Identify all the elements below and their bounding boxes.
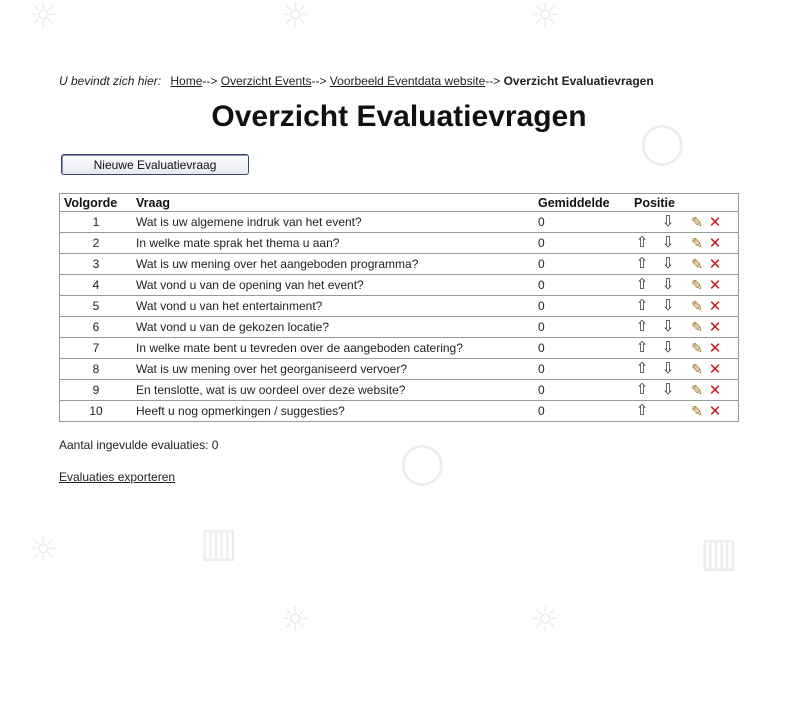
page-title: Overzicht Evaluatievragen (211, 100, 587, 133)
row-average: 0 (534, 401, 630, 422)
breadcrumb-intro: U bevindt zich hier: (59, 74, 162, 88)
row-position (630, 317, 684, 338)
table-row (60, 233, 739, 254)
arrow-up-icon[interactable]: ⇧ (635, 297, 649, 314)
arrow-down-icon[interactable]: ⇩ (661, 339, 675, 356)
row-actions (684, 401, 739, 422)
row-actions (684, 212, 739, 233)
arrow-up-icon[interactable]: ⇧ (635, 339, 649, 356)
table-row (60, 359, 739, 380)
sun-icon: ☼ (28, 530, 59, 570)
row-order: 3 (60, 254, 133, 275)
row-order: 1 (60, 212, 133, 233)
pencil-icon[interactable]: ✎ (691, 402, 703, 419)
pencil-icon[interactable]: ✎ (691, 234, 703, 251)
arrow-down-icon[interactable]: ⇩ (661, 213, 675, 230)
row-average: 0 (534, 380, 630, 401)
delete-x-icon[interactable]: ✕ (708, 234, 722, 252)
delete-x-icon[interactable]: ✕ (708, 360, 722, 378)
questions-table (59, 193, 739, 422)
arrow-down-icon[interactable]: ⇩ (661, 255, 675, 272)
row-average: 0 (534, 359, 630, 380)
row-average: 0 (534, 212, 630, 233)
row-actions (684, 233, 739, 254)
row-position (630, 380, 684, 401)
evaluation-count: Aantal ingevulde evaluaties: 0 (59, 438, 219, 452)
balloon-icon: ◯ (640, 120, 685, 166)
arrow-up-icon[interactable]: ⇧ (635, 276, 649, 293)
table-row (60, 212, 739, 233)
delete-x-icon[interactable]: ✕ (708, 276, 722, 294)
pencil-icon[interactable]: ✎ (691, 381, 703, 398)
table-row (60, 317, 739, 338)
row-order: 5 (60, 296, 133, 317)
pencil-icon[interactable]: ✎ (691, 276, 703, 293)
delete-x-icon[interactable]: ✕ (708, 339, 722, 357)
sun-icon: ☼ (280, 0, 311, 36)
header-positie: Positie (634, 195, 675, 210)
pencil-icon[interactable]: ✎ (691, 339, 703, 356)
breadcrumb (59, 74, 654, 88)
drum-icon: ▥ (700, 530, 738, 576)
arrow-down-icon[interactable]: ⇩ (661, 276, 675, 293)
row-average: 0 (534, 275, 630, 296)
pencil-icon[interactable]: ✎ (691, 213, 703, 230)
row-order: 9 (60, 380, 133, 401)
new-question-button[interactable]: Nieuwe Evaluatievraag (61, 154, 249, 175)
row-order: 2 (60, 233, 133, 254)
delete-x-icon[interactable]: ✕ (708, 402, 722, 420)
arrow-down-icon[interactable]: ⇩ (661, 318, 675, 335)
row-actions (684, 317, 739, 338)
header-gemiddelde: Gemiddelde (538, 195, 610, 210)
row-position (630, 401, 684, 422)
row-order: 6 (60, 317, 133, 338)
breadcrumb-link-event[interactable]: Voorbeeld Eventdata website (329, 74, 486, 88)
arrow-up-icon[interactable]: ⇧ (635, 255, 649, 272)
sun-icon: ☼ (530, 600, 561, 640)
breadcrumb-link-events[interactable]: Overzicht Events (220, 74, 312, 88)
row-average: 0 (534, 254, 630, 275)
delete-x-icon[interactable]: ✕ (708, 297, 722, 315)
row-actions (684, 359, 739, 380)
row-actions (684, 275, 739, 296)
table-row (60, 338, 739, 359)
arrow-up-icon[interactable]: ⇧ (635, 360, 649, 377)
arrow-down-icon[interactable]: ⇩ (661, 360, 675, 377)
row-actions (684, 296, 739, 317)
row-order: 8 (60, 359, 133, 380)
delete-x-icon[interactable]: ✕ (708, 381, 722, 399)
row-question: Wat is uw mening over het georganiseerd vervoer? (132, 359, 534, 380)
row-position (630, 254, 684, 275)
row-actions (684, 254, 739, 275)
header-volgorde: Volgorde (64, 195, 118, 210)
row-question: Heeft u nog opmerkingen / suggesties? (132, 401, 534, 422)
delete-x-icon[interactable]: ✕ (708, 213, 722, 231)
drum-icon: ▥ (200, 520, 238, 566)
row-question: In welke mate sprak het thema u aan? (132, 233, 534, 254)
row-average: 0 (534, 233, 630, 254)
export-evaluations-link[interactable]: Evaluaties exporteren (59, 470, 176, 484)
row-question: Wat vond u van de gekozen locatie? (132, 317, 534, 338)
table-row (60, 296, 739, 317)
table-header-row (60, 194, 739, 212)
row-position (630, 212, 684, 233)
row-question: En tenslotte, wat is uw oordeel over deze website? (132, 380, 534, 401)
header-vraag: Vraag (136, 195, 171, 210)
arrow-up-icon[interactable]: ⇧ (635, 402, 649, 419)
sun-icon: ☼ (530, 0, 561, 36)
row-order: 4 (60, 275, 133, 296)
pencil-icon[interactable]: ✎ (691, 297, 703, 314)
arrow-up-icon[interactable]: ⇧ (635, 234, 649, 251)
row-average: 0 (534, 338, 630, 359)
row-position (630, 359, 684, 380)
table-row (60, 401, 739, 422)
breadcrumb-separator: --> (202, 74, 218, 88)
sun-icon: ☼ (280, 600, 311, 640)
breadcrumb-separator: --> (485, 74, 501, 88)
row-position (630, 275, 684, 296)
arrow-down-icon[interactable]: ⇩ (661, 381, 675, 398)
sun-icon: ☼ (28, 0, 59, 36)
arrow-up-icon[interactable]: ⇧ (635, 381, 649, 398)
row-question: Wat vond u van de opening van het event? (132, 275, 534, 296)
row-order: 10 (60, 401, 133, 422)
row-question: Wat vond u van het entertainment? (132, 296, 534, 317)
arrow-up-icon[interactable]: ⇧ (635, 318, 649, 335)
delete-x-icon[interactable]: ✕ (708, 318, 722, 336)
pencil-icon[interactable]: ✎ (691, 360, 703, 377)
breadcrumb-current: Overzicht Evaluatievragen (503, 74, 654, 88)
row-average: 0 (534, 296, 630, 317)
pencil-icon[interactable]: ✎ (691, 255, 703, 272)
pencil-icon[interactable]: ✎ (691, 318, 703, 335)
balloon-icon: ◯ (400, 440, 445, 486)
breadcrumb-link-home[interactable]: Home (170, 74, 203, 88)
header-actions (684, 194, 739, 212)
row-question: In welke mate bent u tevreden over de aangeboden catering? (132, 338, 534, 359)
questions-table-body (60, 212, 739, 422)
table-row (60, 254, 739, 275)
row-question: Wat is uw algemene indruk van het event? (132, 212, 534, 233)
table-row (60, 380, 739, 401)
row-order: 7 (60, 338, 133, 359)
row-question: Wat is uw mening over het aangeboden programma? (132, 254, 534, 275)
breadcrumb-separator: --> (311, 74, 327, 88)
row-average: 0 (534, 317, 630, 338)
row-position (630, 233, 684, 254)
arrow-down-icon[interactable]: ⇩ (661, 234, 675, 251)
row-actions (684, 380, 739, 401)
row-position (630, 296, 684, 317)
row-actions (684, 338, 739, 359)
row-position (630, 338, 684, 359)
arrow-down-icon[interactable]: ⇩ (661, 297, 675, 314)
delete-x-icon[interactable]: ✕ (708, 255, 722, 273)
table-row (60, 275, 739, 296)
